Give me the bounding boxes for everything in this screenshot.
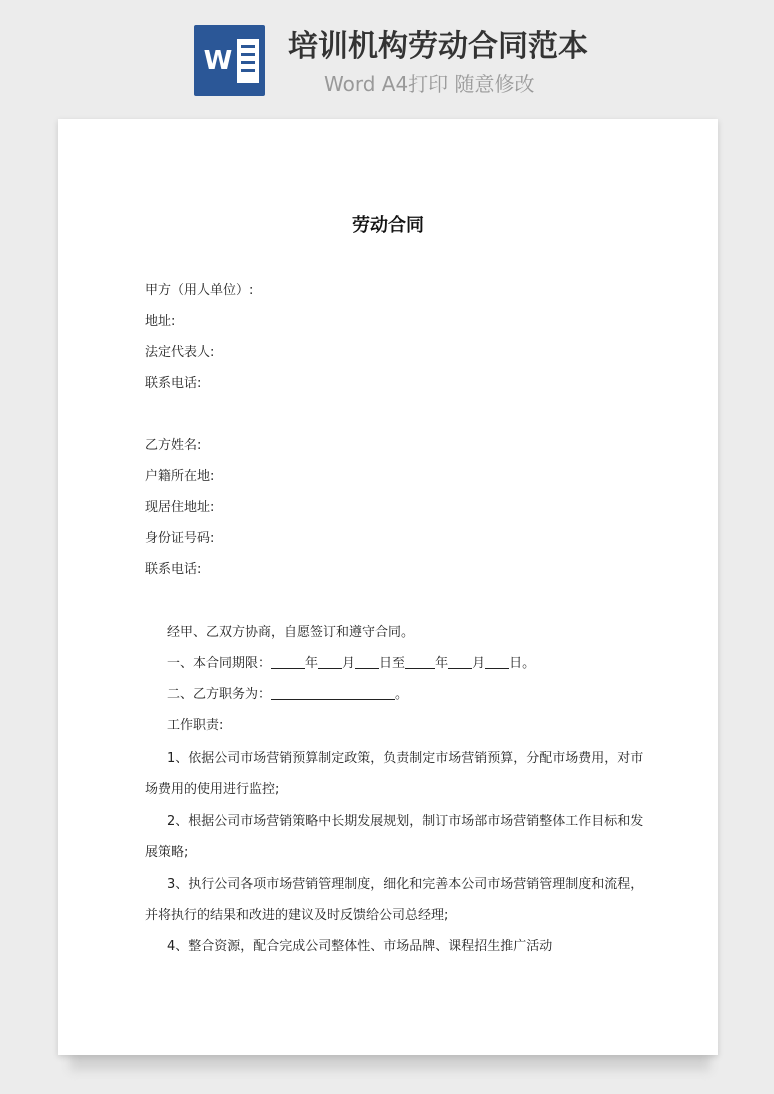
- word-letter: W: [203, 46, 233, 76]
- intro-paragraph: 经甲、乙双方协商，自愿签订和遵守合同。: [167, 625, 415, 640]
- party-b-phone-label: 联系电话:: [145, 562, 202, 577]
- term-day-1: 日至: [379, 656, 406, 671]
- position-suffix: 。: [395, 687, 409, 702]
- duties-label: 工作职责:: [167, 718, 224, 733]
- page-title: 培训机构劳动合同范本: [288, 29, 588, 64]
- document-lines-icon: [237, 39, 259, 83]
- party-b-residence-label: 现居住地址:: [145, 500, 215, 515]
- duty-1-line-2: 场费用的使用进行监控;: [145, 782, 280, 797]
- blank-month-2: [448, 654, 472, 669]
- header: [0, 0, 774, 110]
- party-b-id-label: 身份证号码:: [145, 531, 215, 546]
- term-day-2: 日。: [509, 656, 536, 671]
- party-a-rep-label: 法定代表人:: [145, 345, 215, 360]
- party-a-phone-label: 联系电话:: [145, 376, 202, 391]
- duty-3-line-2: 并将执行的结果和改进的建议及时反馈给公司总经理;: [145, 908, 449, 923]
- term-year-2: 年: [435, 656, 449, 671]
- term-month-2: 月: [472, 656, 486, 671]
- term-year-1: 年: [305, 656, 319, 671]
- position-prefix: 二、乙方职务为：: [167, 687, 272, 702]
- document-page: [58, 119, 718, 1055]
- blank-month-1: [318, 654, 342, 669]
- position-clause: [167, 685, 408, 705]
- word-document-icon: [194, 25, 265, 96]
- document-title: 劳动合同: [352, 215, 424, 236]
- duty-2-line-1: 2、根据公司市场营销策略中长期发展规划，制订市场部市场营销整体工作目标和发: [167, 814, 644, 829]
- party-a-name-label: 甲方（用人单位）:: [145, 283, 254, 298]
- party-b-hukou-label: 户籍所在地:: [145, 469, 215, 484]
- duty-1-line-1: 1、依据公司市场营销预算制定政策，负责制定市场营销预算，分配市场费用，对市: [167, 751, 644, 766]
- blank-position: [271, 685, 395, 700]
- blank-day-2: [485, 654, 509, 669]
- blank-year-1: [271, 654, 305, 669]
- blank-day-1: [355, 654, 379, 669]
- term-prefix: 一、本合同期限：: [167, 656, 272, 671]
- duty-3-line-1: 3、执行公司各项市场营销管理制度，细化和完善本公司市场营销管理制度和流程，: [167, 877, 644, 892]
- term-month-1: 月: [342, 656, 356, 671]
- party-b-name-label: 乙方姓名:: [145, 438, 202, 453]
- page-subtitle: Word A4打印 随意修改: [324, 72, 535, 96]
- duty-2-line-2: 展策略;: [145, 845, 189, 860]
- term-clause: [167, 654, 535, 674]
- party-a-address-label: 地址:: [145, 314, 176, 329]
- duty-4-line-1: 4、整合资源，配合完成公司整体性、市场品牌、课程招生推广活动: [167, 939, 553, 954]
- blank-year-2: [405, 654, 435, 669]
